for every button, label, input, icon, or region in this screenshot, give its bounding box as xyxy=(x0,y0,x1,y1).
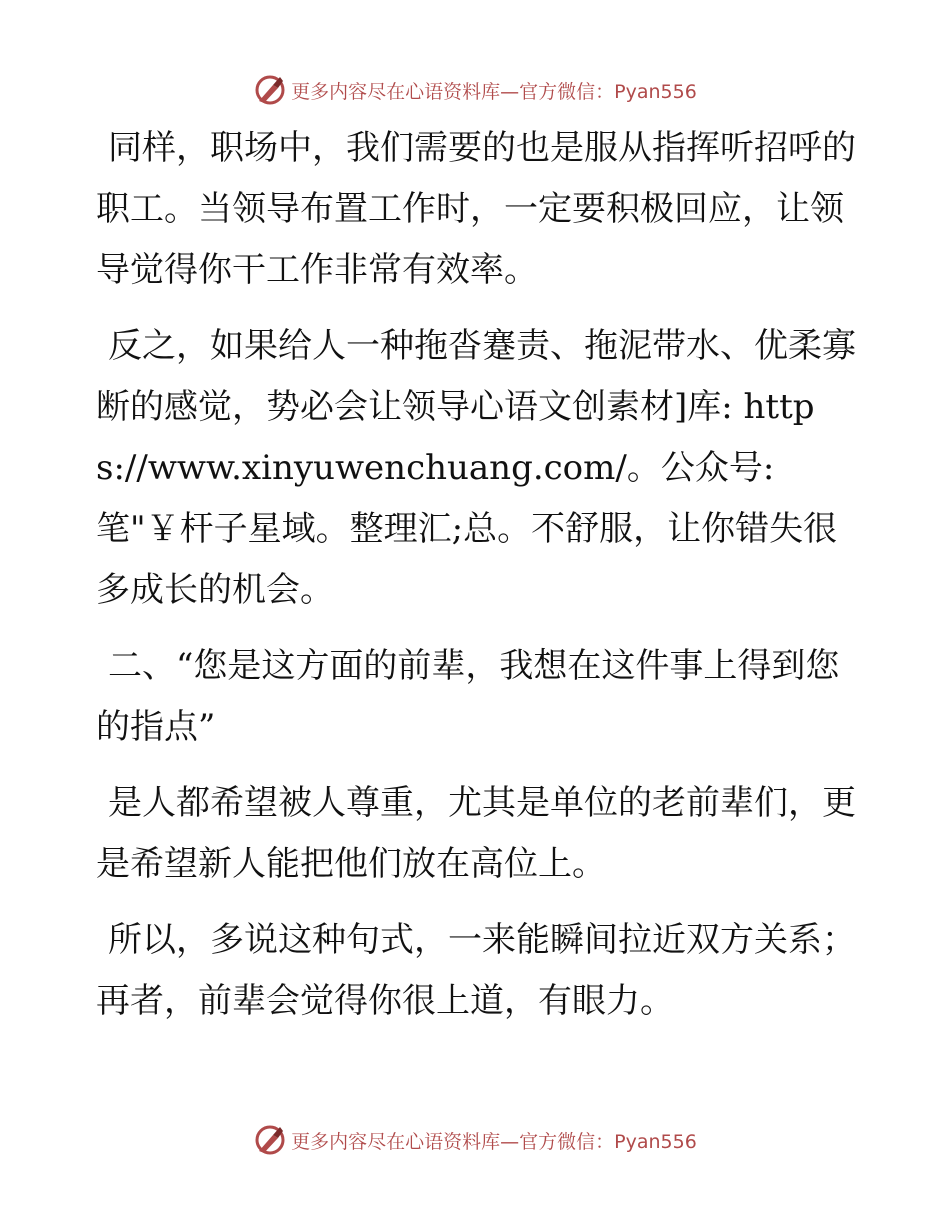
paragraph-1: 同样，职场中，我们需要的也是服从指挥听招呼的职工。当领导布置工作时，一定要积极回应，让领导觉得你干工作非常有效率。 xyxy=(96,128,856,290)
pen-logo-icon xyxy=(253,73,287,107)
footer-watermark xyxy=(0,1120,950,1160)
footer-text: 更多内容尽在心语资料库—官方微信：Pyan556 xyxy=(291,1130,697,1153)
paragraph-2: 反之，如果给人一种拖沓蹇责、拖泥带水、优柔寡断的感觉，势必会让领导心语文创素材]库: https://www.xinyuwenchuang.com/。公众号:笔"￥杆子星域。整理汇;总。不舒服，让你错失很多成长的机会。 xyxy=(96,326,856,610)
document-body xyxy=(96,118,856,1047)
paragraph-5: 所以，多说这种句式，一来能瞬间拉近双方关系；再者，前辈会觉得你很上道，有眼力。 xyxy=(96,920,856,1021)
paragraph-4: 是人都希望被人尊重，尤其是单位的老前辈们，更是希望新人能把他们放在高位上。 xyxy=(96,783,856,884)
header-watermark xyxy=(0,70,950,110)
pen-logo-icon xyxy=(253,1123,287,1157)
paragraph-3-heading: 二、“您是这方面的前辈，我想在这件事上得到您的指点” xyxy=(96,646,840,747)
header-text: 更多内容尽在心语资料库—官方微信：Pyan556 xyxy=(291,80,697,103)
